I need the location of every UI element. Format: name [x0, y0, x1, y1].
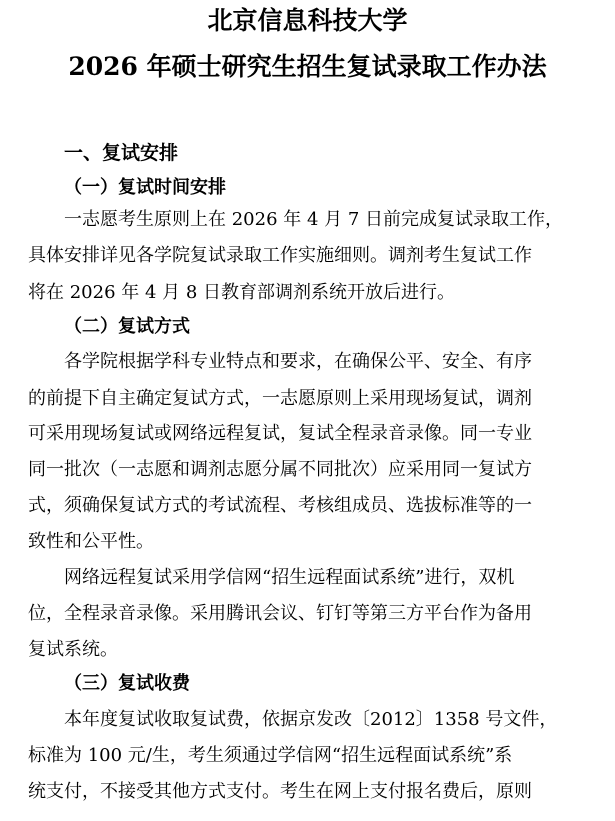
document-title-university: 北京信息科技大学 — [207, 6, 408, 35]
paragraph-line: 本年度复试收取复试费，依据京发改〔2012〕1358 号文件， — [64, 709, 558, 730]
paragraph-line: 一志愿考生原则上在 2026 年 4 月 7 日前完成复试录取工作， — [64, 209, 564, 230]
paragraph-line: 将在 2026 年 4 月 8 日教育部调剂系统开放后进行。 — [28, 282, 456, 303]
paragraph-line: 致性和公平性。 — [28, 531, 154, 552]
subsection-heading-method: （二）复试方式 — [64, 316, 190, 337]
paragraph-line: 同一批次（一志愿和调剂志愿分属不同批次）应采用同一复试方 — [28, 459, 532, 480]
section-heading-retest-arrangement: 一、复试安排 — [64, 142, 179, 164]
paragraph-line: 标准为 100 元/生，考生须通过学信网“招生远程面试系统”系 — [28, 745, 513, 766]
paragraph-line: 复试系统。 — [28, 639, 118, 660]
document-title-main: 2026 年硕士研究生招生复试录取工作办法 — [68, 52, 547, 81]
subsection-heading-schedule: （一）复试时间安排 — [64, 177, 226, 198]
paragraph-line: 各学院根据学科专业特点和要求，在确保公平、安全、有序 — [64, 351, 532, 372]
paragraph-line: 式，须确保复试方式的考试流程、考核组成员、选拔标准等的一 — [28, 495, 532, 516]
paragraph-line: 可采用现场复试或网络远程复试，复试全程录音录像。同一专业 — [28, 423, 532, 444]
paragraph-line: 位，全程录音录像。采用腾讯会议、钉钉等第三方平台作为备用 — [28, 603, 532, 624]
paragraph-line: 网络远程复试采用学信网“招生远程面试系统”进行，双机 — [64, 567, 515, 588]
subsection-heading-fees: （三）复试收费 — [64, 673, 190, 694]
paragraph-line: 具体安排详见各学院复试录取工作实施细则。调剂考生复试工作 — [28, 245, 532, 266]
paragraph-line: 的前提下自主确定复试方式，一志愿原则上采用现场复试，调剂 — [28, 388, 532, 409]
paragraph-line: 统支付，不接受其他方式支付。考生在网上支付报名费后，原则 — [28, 781, 532, 802]
